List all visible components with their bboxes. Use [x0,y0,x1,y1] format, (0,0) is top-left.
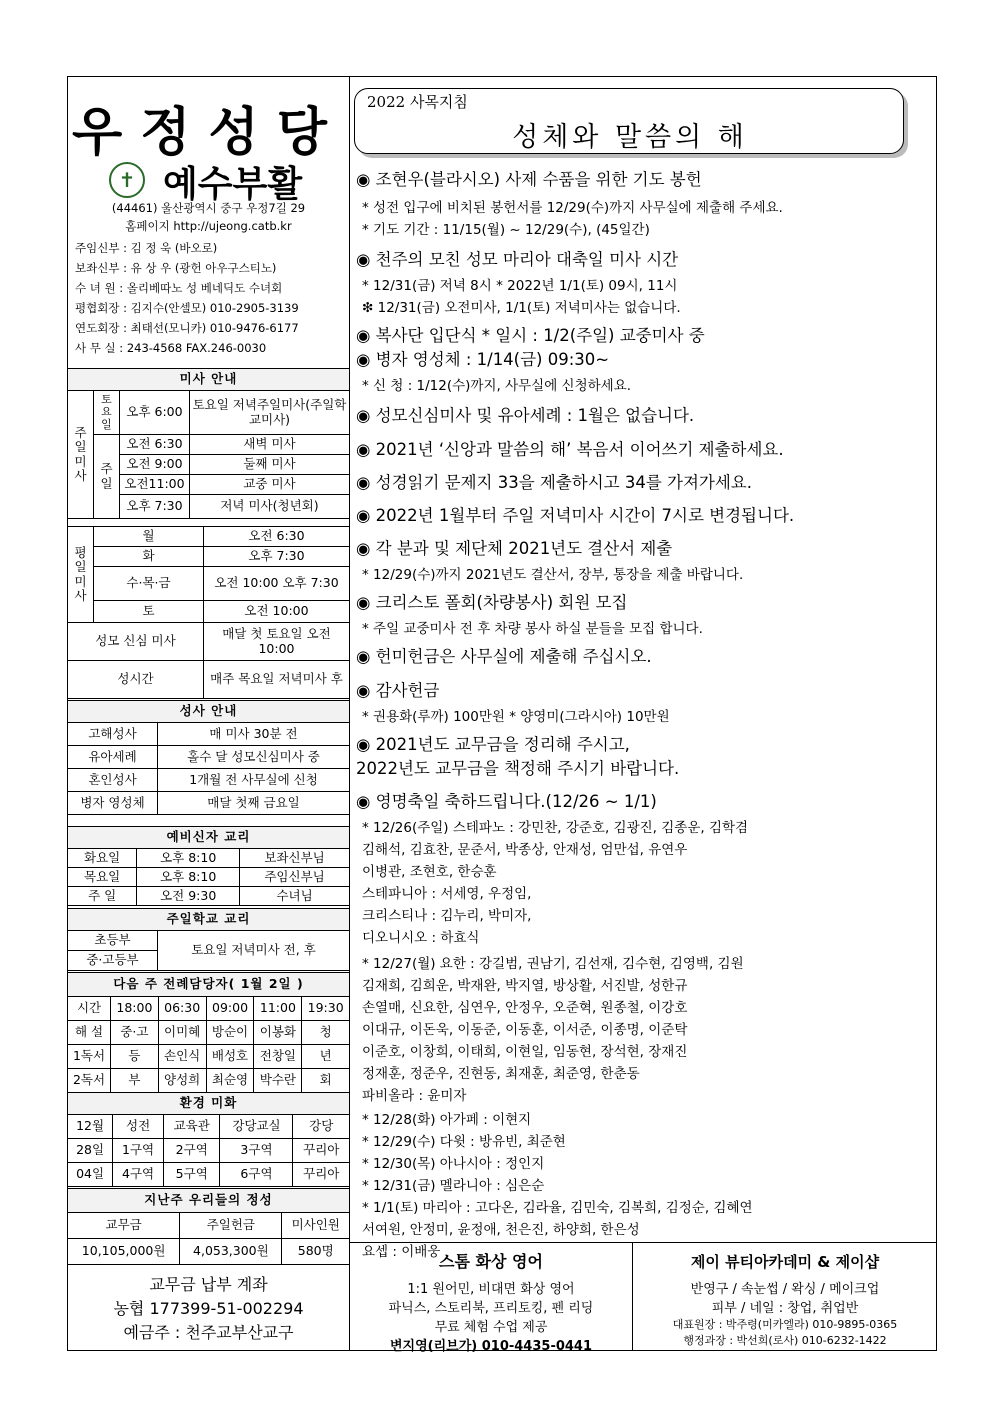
account-holder: 예금주 : 천주교부산교구 [123,1323,294,1342]
notice-heading: 2022년도 교무금을 책정해 주시기 바랍니다. [356,759,680,778]
notice-detail: 요셉 : 이배웅 [362,1244,441,1260]
notice-detail: 크리스티나 : 김누리, 박미자, [362,908,532,924]
notice-detail: * 12/29(수) 다윗 : 방유빈, 최준현 [362,1134,566,1150]
staff-line: 평협회장 : 김지수(안셀모) 010-2905-3139 [75,301,299,315]
banner-year: 2022 사목지침 [367,93,468,111]
notice-detail: 김해석, 김효찬, 문준서, 박종상, 안재성, 엄만섭, 유연우 [362,842,688,858]
motto: 예수부활 [163,163,303,205]
notice-detail: * 주일 교중미사 전 후 차량 봉사 하실 분들을 모집 합니다. [362,621,703,637]
notice-heading: ◉ 조현우(블라시오) 사제 수품을 위한 기도 봉헌 [356,170,702,189]
sunday-label: 주일미사 [68,391,94,519]
notice-detail: 이병관, 조현호, 한승훈 [362,864,497,880]
notice-detail: 이대규, 이돈욱, 이동준, 이동훈, 이서준, 이종명, 이준탁 [362,1022,688,1038]
staff-line: 주임신부 : 김 정 욱 (바오로) [75,241,218,255]
right-column [350,76,937,1354]
banner-motto: 성체와 말씀의 해 [512,122,748,153]
notice-detail: * 12/27(월) 요한 : 강길범, 권남기, 김선재, 김수현, 김영백, 김원 [362,956,744,972]
notice-heading: ◉ 2021년 ‘신앙과 말씀의 해’ 복음서 이어쓰기 제출하세요. [356,440,784,459]
parish-logo-icon: ✝ [109,162,145,198]
notice-detail: 스테파니아 : 서세영, 우정임, [362,886,532,902]
notice-detail: 서여원, 안정미, 윤정애, 천은진, 하양희, 한은성 [362,1222,640,1238]
notice-detail: * 1/1(토) 마리아 : 고다온, 김라율, 김민숙, 김복희, 김정순, 김혜연 [362,1200,753,1216]
pastoral-banner [354,88,904,154]
notice-detail: 이준호, 이창희, 이태희, 이현일, 임동현, 장석현, 장재진 [362,1044,688,1060]
notice-detail: 정재훈, 정준우, 진현동, 최재훈, 최준영, 한춘동 [362,1066,640,1082]
duty-table: 다음 주 전례담당자( 1월 2일 ) 시간 18:00 06:30 09:00 11:00 19:30 해 설 중·고 이미혜 방순이 이봉화 청 1독서 등 손인식 배성호 전창일 년 2독서 부 양성희 최순영 박수란 회 [67,972,350,1093]
address: (44461) 울산광역시 중구 우정7길 29 [111,201,306,215]
catechism-table: 예비신자 교리 화요일 오후 8:10 보좌신부님 목요일 오후 8:10 주임신부님 주 일 오전 9:30 수녀님 [67,826,350,906]
notice-list [350,156,937,1260]
notice-detail: * 신 청 : 1/12(수)까지, 사무실에 신청하세요. [362,378,632,394]
notice-heading: ◉ 병자 영성체 : 1/14(금) 09:30~ [356,350,610,369]
weekday-table: 평일미사 월 오전 6:30 화 오후 7:30 수·목·금 오전 10:00 오후 7:30 토 오전 10:00 성모 신심 미사 매달 첫 토요일 오전 10:00 성시간 매주 목요일 저녁미사 후 [67,526,350,699]
notice-detail: * 12/29(수)까지 2021년도 결산서, 장부, 통장을 제출 바랍니다. [362,567,744,583]
notice-detail: * 12/31(금) 저녁 8시 * 2022년 1/1(토) 09시, 11시 [362,278,678,294]
staff-line: 연도회장 : 최태선(모니카) 010-9476-6177 [75,321,299,335]
notice-heading: ◉ 2021년도 교무금을 정리해 주시고, [356,735,630,754]
notice-detail: * 기도 기간 : 11/15(월) ~ 12/29(수), (45일간) [362,222,650,238]
notice-heading: ◉ 크리스토 폴회(차량봉사) 회원 모집 [356,593,628,612]
ad-beauty: 제이 뷰티아카데미 & 제이샵 반영구 / 속눈썹 / 왁싱 / 메이크업 피부 / 네일 : 창업, 취업반 대표원장 : 박주령(미카엘라) 010-9895-0365 행정과장 : 박선희(로사) 010-6232-1422 [633,1242,937,1351]
staff-line: 수 녀 원 : 올리베따노 성 베네딕도 수녀회 [75,281,283,295]
notice-detail: 손열매, 신요한, 심연우, 안정우, 오준혁, 원종철, 이강호 [362,1000,688,1016]
environment-table: 환경 미화 12월 성전 교육관 강당교실 강당 28일 1구역 2구역 3구역 꾸리아 04일 4구역 5구역 6구역 꾸리아 [67,1092,350,1187]
staff-line: 사 무 실 : 243-4568 FAX.246-0030 [75,341,267,355]
homepage-link[interactable]: 홈페이지 http://ujeong.catb.kr [125,219,292,233]
left-column [67,76,350,1351]
notice-detail: 김재희, 김희운, 박재완, 박지열, 방상활, 서진발, 성한규 [362,978,688,994]
notice-detail: 디오니시오 : 하효식 [362,930,480,946]
notice-heading: ◉ 2022년 1월부터 주일 저녁미사 시간이 7시로 변경됩니다. [356,506,795,525]
notice-heading: ◉ 감사헌금 [356,681,440,700]
notice-detail: 파비올라 : 윤미자 [362,1088,467,1104]
parish-title: 우정성당 [72,103,345,163]
notice-heading: ◉ 영명축일 축하드립니다.(12/26 ~ 1/1) [356,792,657,811]
notice-heading: ◉ 각 분과 및 제단체 2021년도 결산서 제출 [356,539,673,558]
sunday-school-table: 주일학교 교리 초등부 토요일 저녁미사 전, 후 중·고등부 [67,908,350,971]
notice-detail: * 12/26(주일) 스테파노 : 강민찬, 강준호, 김광진, 김종운, 김학겸 [362,820,749,836]
notice-heading: ◉ 복사단 입단식 * 일시 : 1/2(주일) 교중미사 중 [356,326,705,345]
offering-table: 지난주 우리들의 정성 교무금 주일헌금 미사인원 10,105,000원 4,053,300원 580명 [67,1188,350,1265]
mass-table: 미사 안내 주일미사 토요일 오후 6:00 토요일 저녁주일미사(주일학교미사) 주일 오전 6:30 새벽 미사 오전 9:00 둘째 미사 오전11:00 교중 미사 오후 7:30 저녁 미사(청년회) [67,368,350,519]
section-header: 미사 안내 [68,369,350,391]
notice-detail: * 권용화(루까) 100만원 * 양영미(그라시아) 10만원 [362,709,670,725]
ad-english: 스톰 화상 영어 1:1 원어민, 비대면 화상 영어 파닉스, 스토리북, 프리토킹, 펜 리딩 무료 체험 수업 제공 변지영(리브가) 010-4435-0441 [350,1242,633,1351]
account-number: 농협 177399-51-002294 [113,1299,304,1318]
notice-detail: * 12/30(목) 아나시아 : 정인지 [362,1156,545,1172]
notice-detail: * 12/28(화) 아가페 : 이현지 [362,1112,532,1128]
notice-heading: ◉ 성경읽기 문제지 33을 제출하시고 34를 가져가세요. [356,473,752,492]
notice-detail: * 12/31(금) 멜라니아 : 심은순 [362,1178,545,1194]
notice-detail: * 성전 입구에 비치된 봉헌서를 12/29(수)까지 사무실에 제출해 주세요. [362,200,783,216]
staff-line: 보좌신부 : 유 상 우 (광헌 아우구스티노) [75,261,277,275]
sacrament-table: 성사 안내 고해성사 매 미사 30분 전 유아세례 홀수 달 성모신심미사 중 혼인성사 1개월 전 사무실에 신청 병자 영성체 매달 첫째 금요일 [67,700,350,815]
notice-heading: ◉ 천주의 모친 성모 마리아 대축일 미사 시간 [356,250,679,269]
notice-heading: ◉ 헌미헌금은 사무실에 제출해 주십시오. [356,647,652,666]
notice-heading: ◉ 성모신심미사 및 유아세례 : 1월은 없습니다. [356,406,695,425]
account-title: 교무금 납부 계좌 [149,1275,268,1294]
notice-detail: ❇ 12/31(금) 오전미사, 1/1(토) 저녁미사는 없습니다. [362,300,681,316]
